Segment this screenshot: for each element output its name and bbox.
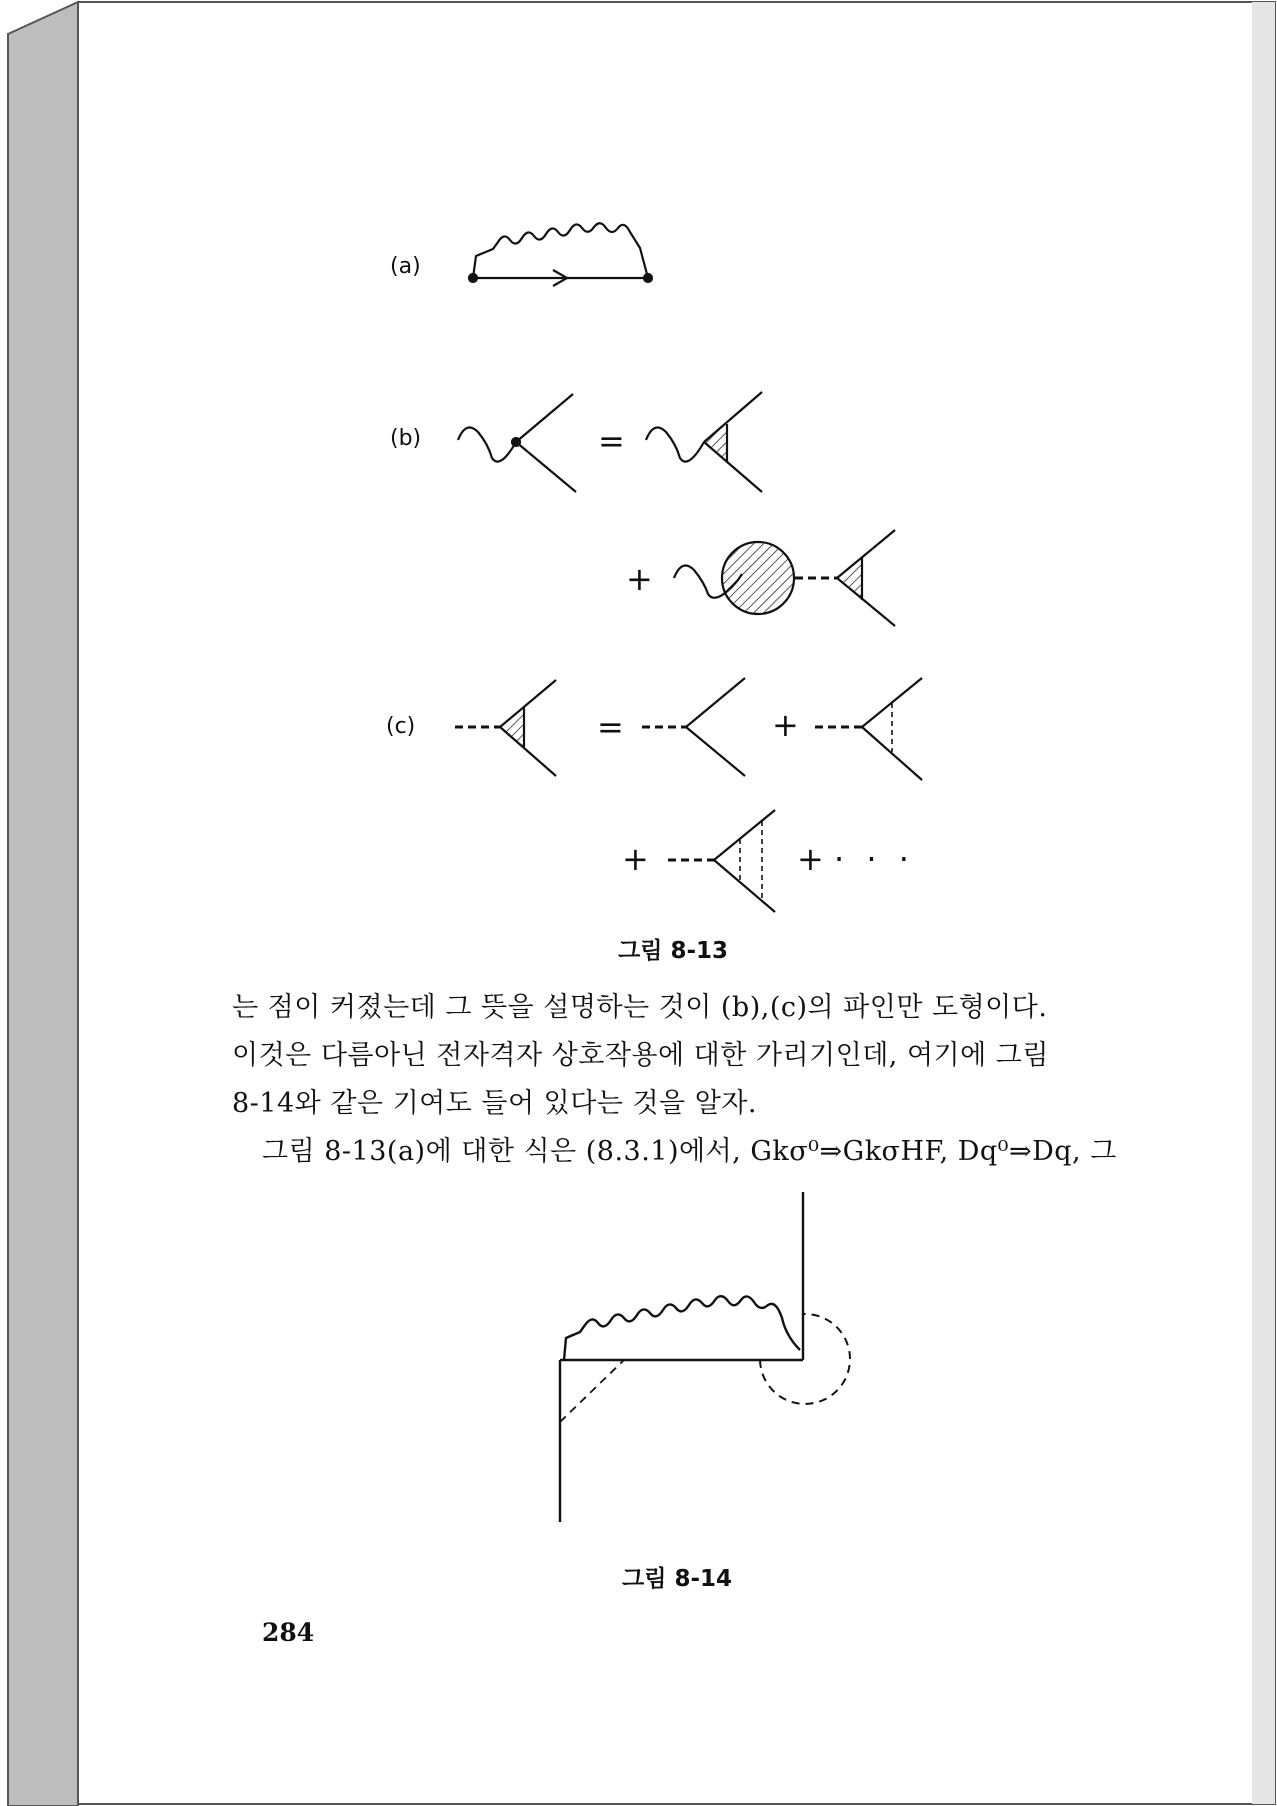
panel-a-label: (a) xyxy=(390,254,421,279)
panel-c-label: (c) xyxy=(386,714,416,739)
body-line-1: 는 점이 커졌는데 그 뜻을 설명하는 것이 (b),(c)의 파인만 도형이다. xyxy=(232,992,1048,1023)
body-line-2: 이것은 다름아닌 전자격자 상호작용에 대한 가리기인데, 여기에 그림 xyxy=(232,1040,1049,1071)
page-number: 284 xyxy=(262,1618,315,1647)
figure-8-14-caption: 그림 8-14 xyxy=(622,1566,732,1592)
plus-sign-b: + xyxy=(626,560,653,598)
panel-b-label: (b) xyxy=(390,426,422,451)
body-line-4: 그림 8-13(a)에 대한 식은 (8.3.1)에서, Gkσ⁰⇒GkσHF, Dq⁰⇒Dq, 그 xyxy=(262,1136,1117,1167)
ellipsis: · · · xyxy=(834,840,915,878)
figure-8-13-caption: 그림 8-13 xyxy=(618,938,728,964)
plus-sign-c2: + xyxy=(622,840,649,878)
body-line-3: 8-14와 같은 기여도 들어 있다는 것을 알자. xyxy=(232,1088,757,1119)
equals-sign-c: = xyxy=(597,708,624,746)
equals-sign-b: = xyxy=(598,422,625,460)
plus-sign-c1: + xyxy=(772,706,799,744)
plus-sign-c3: + xyxy=(797,840,824,878)
